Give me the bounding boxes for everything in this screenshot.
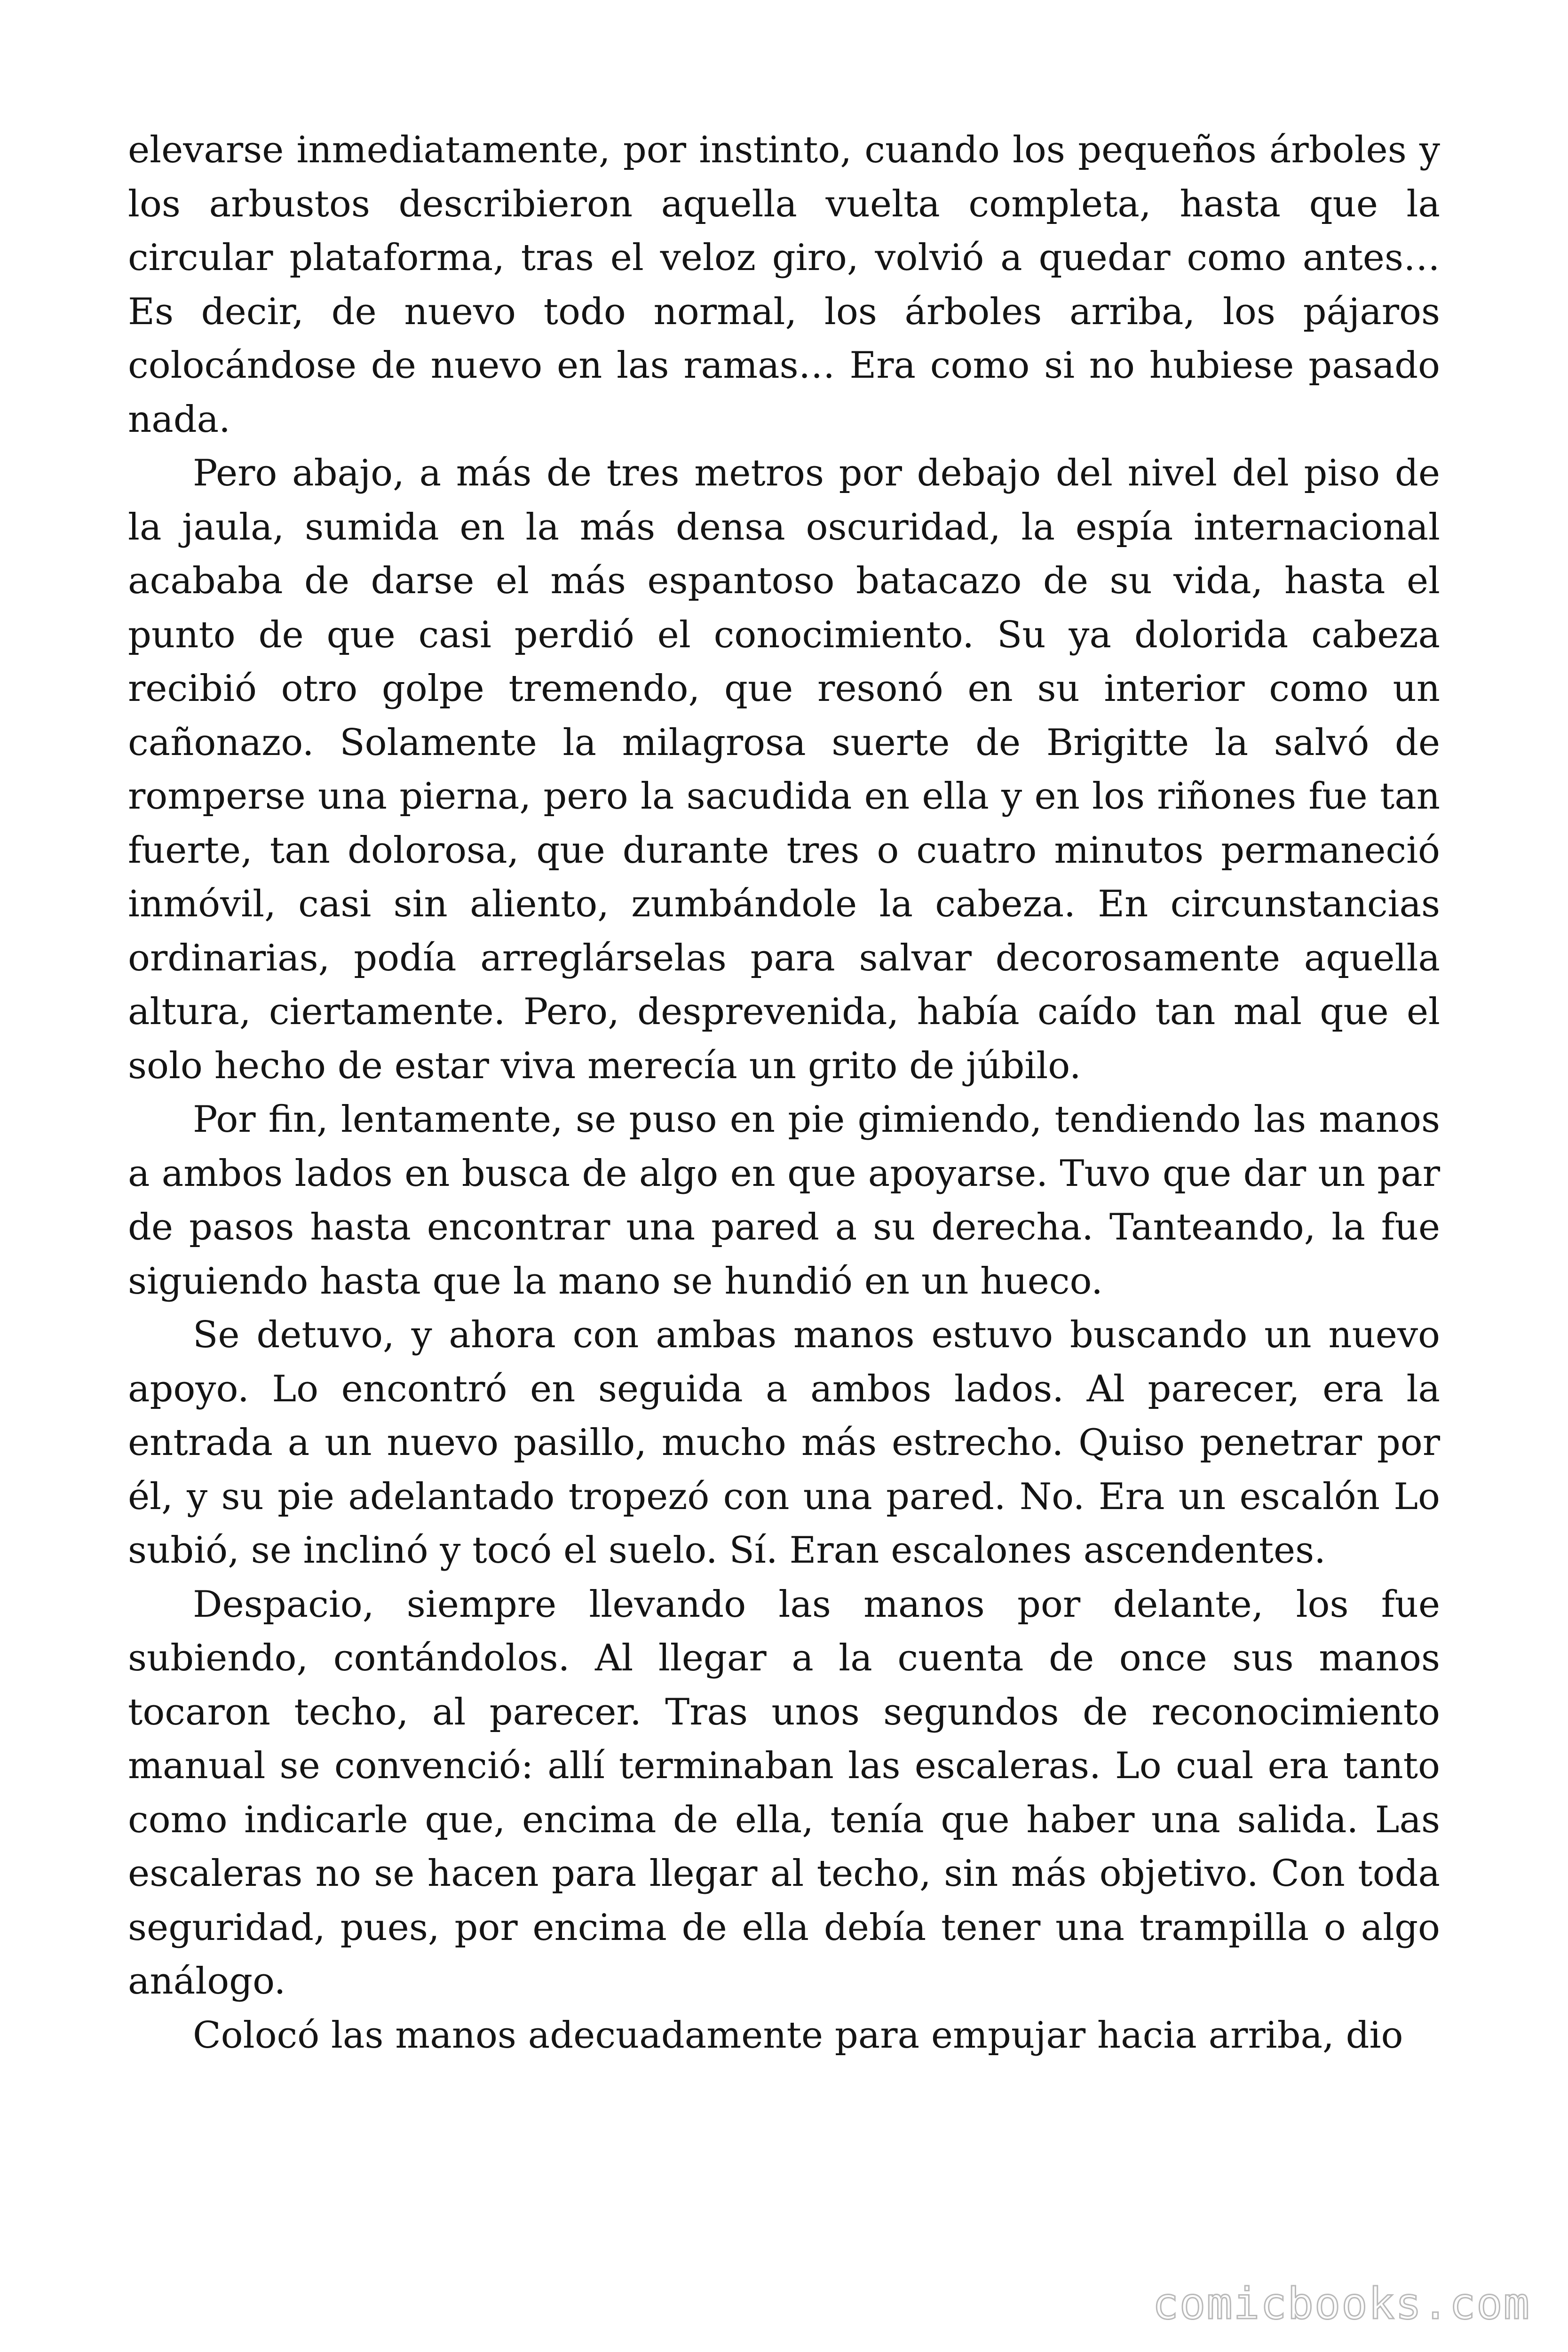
watermark: comicbooks.com [1152, 2279, 1530, 2329]
paragraph: Por fin, lentamente, se puso en pie gimiendo, tendiendo las manos a ambos lados en busca de algo en que apoyarse. Tuvo que dar un par de pasos hasta encontrar una pared a su derecha. Tanteando, la fue siguiendo hasta que la mano se hundió en un hueco. [128, 1098, 1440, 1303]
paragraph-continued: elevarse inmediatamente, por instinto, cuando los pequeños árboles y los arbustos describieron aquella vuelta completa, hasta que la circular plataforma, tras el veloz giro, volvió a quedar como antes… Es decir, de nuevo todo normal, los árboles arriba, los pájaros colocándose de nuevo en las ramas… Era como si no hubiese pasado nada. [128, 129, 1440, 441]
body-text [128, 123, 1440, 2062]
paragraph: Pero abajo, a más de tres metros por debajo del nivel del piso de la jaula, sumida en la más densa oscuridad, la espía internacional acababa de darse el más espantoso batacazo de su vida, hasta el punto de que casi perdió el conocimiento. Su ya dolorida cabeza recibió otro golpe tremendo, que resonó en su interior como un cañonazo. Solamente la milagrosa suerte de Brigitte la salvó de romperse una pierna, pero la sacudida en ella y en los riñones fue tan fuerte, tan dolorosa, que durante tres o cuatro minutos permaneció inmóvil, casi sin aliento, zumbándole la cabeza. En circunstancias ordinarias, podía arreglárselas para salvar decorosamente aquella altura, ciertamente. Pero, desprevenida, había caído tan mal que el solo hecho de estar viva merecía un grito de júbilo. [128, 452, 1440, 1087]
paragraph: Despacio, siempre llevando las manos por delante, los fue subiendo, contándolos. Al llegar a la cuenta de once sus manos tocaron techo, al parecer. Tras unos segundos de reconocimiento manual se convenció: allí terminaban las escaleras. Lo cual era tanto como indicarle que, encima de ella, tenía que haber una salida. Las escaleras no se hacen para llegar al techo, sin más objetivo. Con toda seguridad, pues, por encima de ella debía tener una trampilla o algo análogo. [128, 1583, 1440, 2002]
paragraph-last-line: Colocó las manos adecuadamente para empujar hacia arriba, dio [193, 2014, 1403, 2057]
paragraph: Se detuvo, y ahora con ambas manos estuvo buscando un nuevo apoyo. Lo encontró en seguida a ambos lados. Al parecer, era la entrada a un nuevo pasillo, mucho más estrecho. Quiso penetrar por él, y su pie adelantado tropezó con una pared. No. Era un escalón Lo subió, se inclinó y tocó el suelo. Sí. Eran escalones ascendentes. [128, 1314, 1440, 1572]
